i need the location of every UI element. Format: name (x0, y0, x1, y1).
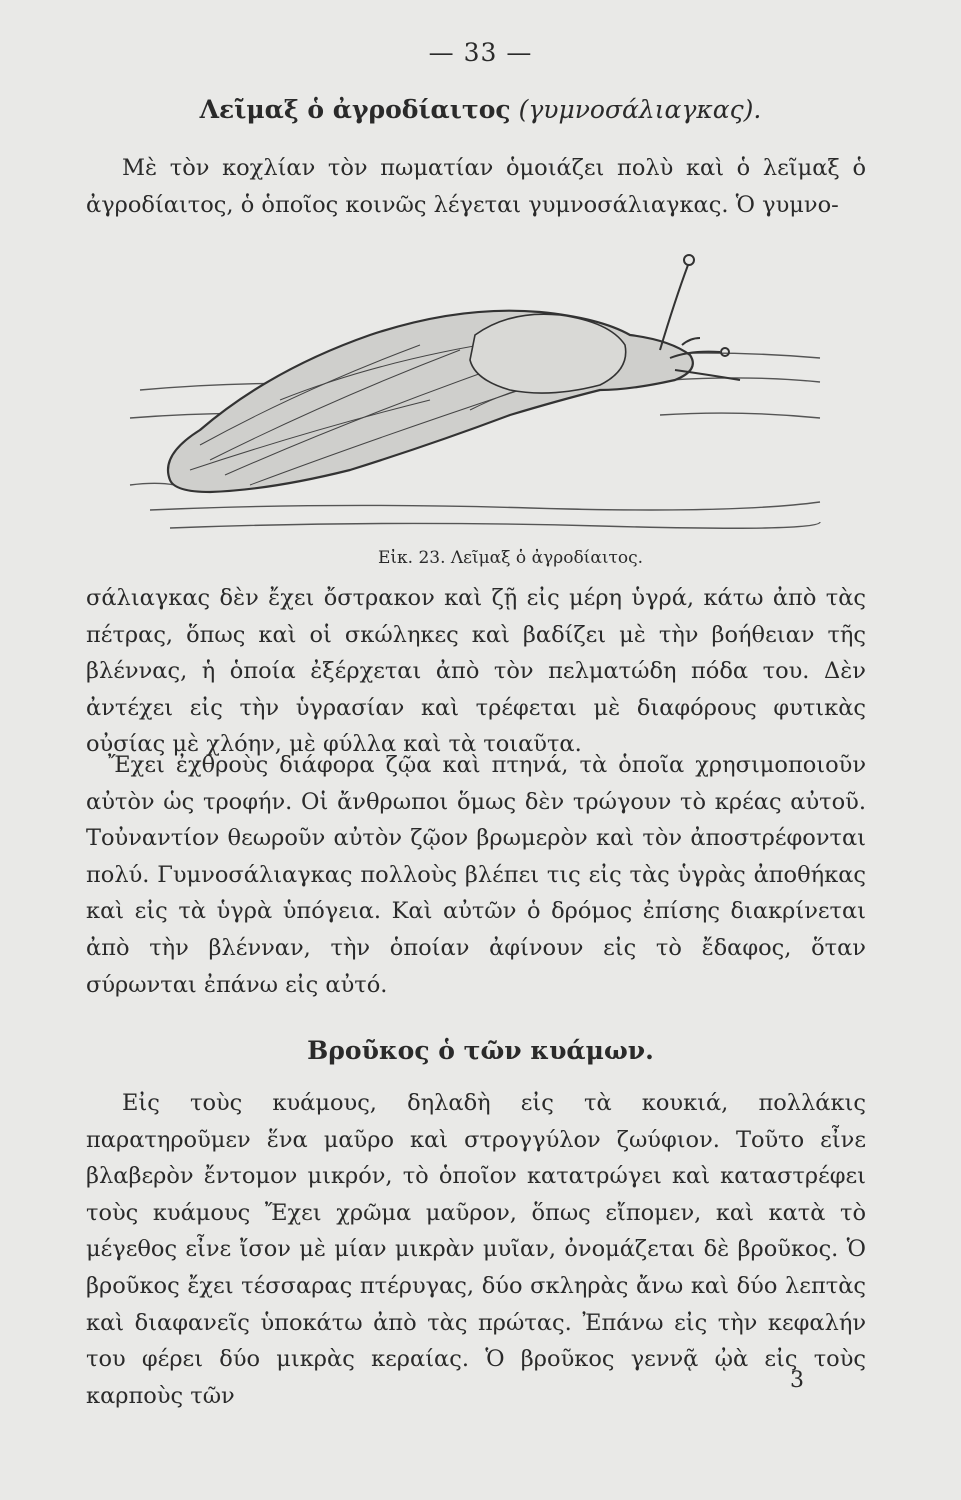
page-number: — 33 — (428, 38, 533, 67)
signature-mark: 3 (790, 1368, 804, 1393)
section-heading-leimax (0, 95, 961, 124)
figure-caption: Εἰκ. 23. Λεῖμαξ ὁ ἀγροδίαιτος. (377, 548, 644, 568)
heading-subtitle: (γυμνοσάλιαγκας). (518, 95, 762, 124)
heading-title: Λεῖμαξ ὁ ἀγροδίαιτος (199, 95, 511, 124)
paragraph-intro: Μὲ τὸν κοχλίαν τὸν πωματίαν ὁμοιάζει πολὺ καὶ ὁ λεῖμαξ ὁ ἀγροδίαιτος, ὁ ὁποῖος κοινῶς λέγεται γυμνοσάλιαγκας. Ὁ γυμνο- (86, 155, 866, 218)
slug-mantle (470, 314, 626, 393)
section-heading-brouchos (0, 1036, 961, 1065)
paragraph-enemies: Ἔχει ἐχθροὺς διάφορα ζῷα καὶ πτηνά, τὰ ὁποῖα χρησιμοποιοῦν αὐτὸν ὡς τροφήν. Οἱ ἄνθρωποι ὅμως δὲν τρώγουν τὸ κρέας αὐτοῦ. Τοὐναντίον θεωροῦν αὐτὸν ζῷον βρωμερὸν καὶ τὸν ἀποστρέφονται πολύ. Γυμνοσάλιαγκας πολλοὺς βλέπει τις εἰς τὰς ὑγρὰς ἀποθήκας καὶ εἰς τὰ ὑγρὰ ὑπόγεια. Καὶ αὐτῶν ὁ δρόμος ἐπίσης διακρίνεται ἀπὸ τὴν βλένναν, τὴν ὁποίαν ἀφίνουν εἰς τὸ ἔδαφος, ὅταν σύρωνται ἐπάνω εἰς αὐτό. (86, 752, 866, 998)
paragraph-brouchos: Εἰς τοὺς κυάμους, δηλαδὴ εἰς τὰ κουκιά, πολλάκις παρατηροῦμεν ἕνα μαῦρο καὶ στρογγύλον ζωύφιον. Τοῦτο εἶνε βλαβερὸν ἔντομον μικρόν, τὸ ὁποῖον κατατρώγει καὶ καταστρέφει τοὺς κυάμους Ἔχει χρῶμα μαῦρον, ὅπως εἴπομεν, καὶ κατὰ τὸ μέγεθος εἶνε ἴσον μὲ μίαν μικρὰν μυῖαν, ὀνομάζεται δὲ βροῦκος. Ὁ βροῦκος ἔχει τέσσαρας πτέρυγας, δύο σκληρὰς ἄνω καὶ δύο λεπτὰς καὶ διαφανεῖς ὑποκάτω ἀπὸ τὰς πρώτας. Ἐπάνω εἰς τὴν κεφαλήν του φέρει δύο μικρὰς κεραίας. Ὁ βροῦκος γεννᾷ ᾠὰ εἰς τοὺς καρποὺς τῶν (86, 1090, 866, 1409)
slug-illustration (130, 240, 820, 540)
heading-title-2: Βροῦκος ὁ τῶν κυάμων. (307, 1036, 654, 1065)
paragraph-habitat: σάλιαγκας δὲν ἔχει ὄστρακον καὶ ζῇ εἰς μέρη ὑγρά, κάτω ἀπὸ τὰς πέτρας, ὅπως καὶ οἱ σκώληκες καὶ βαδίζει μὲ τὴν βοήθειαν τῆς βλέννας, ἡ ὁποία ἐξέρχεται ἀπὸ τὸν πελματώδη πόδα του. Δὲν ἀντέχει εἰς τὴν ὑγρασίαν καὶ τρέφεται μὲ διαφόρους φυτικὰς οὐσίας μὲ χλόην, μὲ φύλλα καὶ τὰ τοιαῦτα. (86, 585, 866, 758)
